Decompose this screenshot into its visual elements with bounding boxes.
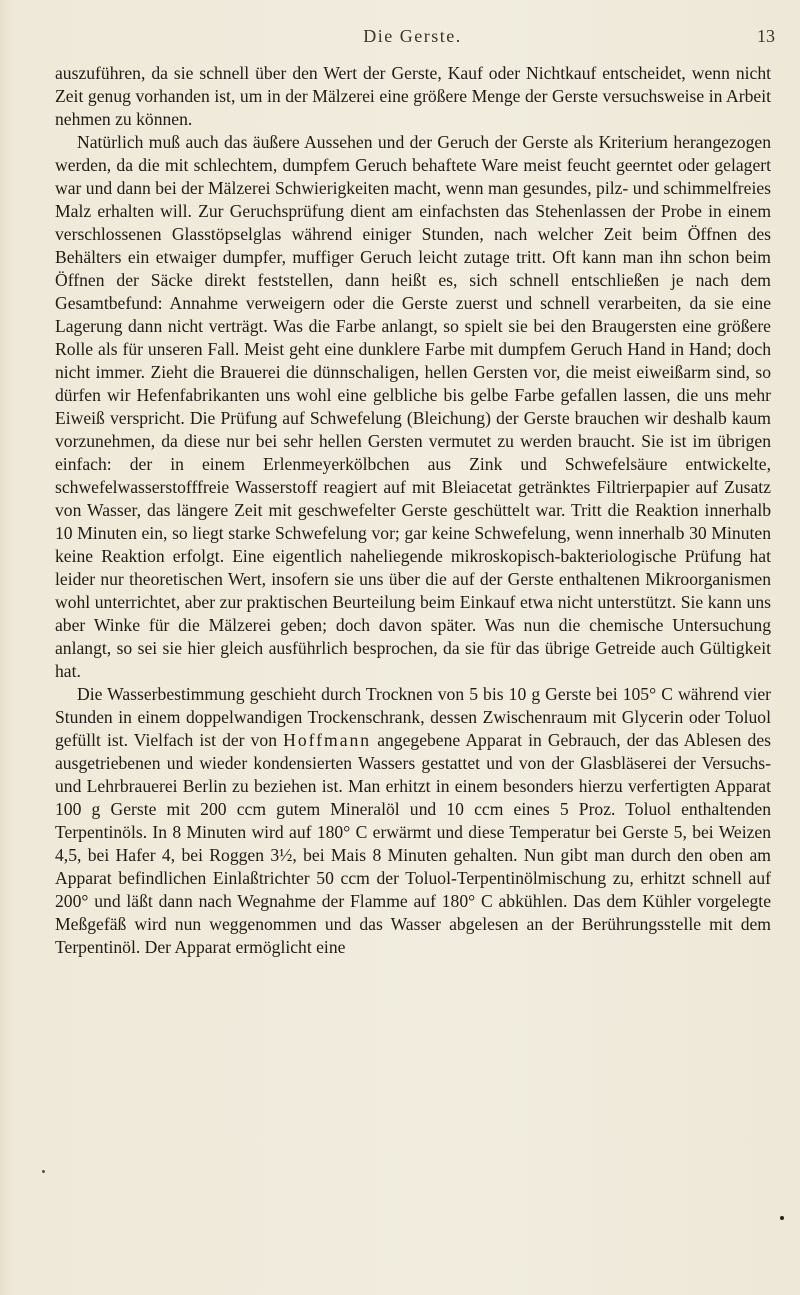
paragraph-water-determination bbox=[55, 683, 771, 959]
page-number: 13 bbox=[757, 26, 775, 46]
author-name-spaced: Hoffmann bbox=[283, 730, 372, 750]
paragraph-text-before-name: Die Wasserbestimmung geschieht durch Trocknen von 5 bis 10 g Gerste bei 105° C während vier Stunden in einem doppelwandigen Trockenschrank, dessen Zwischenraum mit Glycerin oder Toluol gefüllt ist. Vielfach ist der von bbox=[55, 684, 771, 750]
body-text bbox=[55, 62, 771, 959]
running-title: Die Gerste. bbox=[363, 26, 462, 46]
paragraph-smell-color-testing: Natürlich muß auch das äußere Aussehen und der Geruch der Gerste als Kriterium herangezogen werden, da die mit schlechtem, dumpfem Geruch behaftete Ware meist feucht geerntet oder gelagert war und dann bei der Mälzerei Schwierigkeiten macht, wenn man gesundes, pilz- und schimmelfreies Malz erhalten will. Zur Geruchsprüfung dient am einfachsten das Stehenlassen der Probe in einem verschlossenen Glasstöpselglas während einiger Stunden, nach welcher Zeit beim Öffnen des Behälters ein etwaiger dumpfer, muffiger Geruch leicht zutage tritt. Oft kann man ihn schon beim Öffnen der Säcke direkt feststellen, dann heißt es, sich schnell entschließen je nach dem Gesamtbefund: Annahme verweigern oder die Gerste zuerst und schnell verarbeiten, da sie eine Lagerung dann nicht verträgt. Was die Farbe anlangt, so spielt sie bei den Braugersten eine größere Rolle als für unseren Fall. Meist geht eine dunklere Farbe mit dumpfem Geruch Hand in Hand; doch nicht immer. Zieht die Brauerei die dünnschaligen, hellen Gersten vor, die meist eiweißarm sind, so dürfen wir Hefenfabrikanten uns wohl eine gelbliche bis gelbe Farbe gefallen lassen, die uns mehr Eiweiß verspricht. Die Prüfung auf Schwefelung (Bleichung) der Gerste brauchen wir deshalb kaum vorzunehmen, da diese nur bei sehr hellen Gersten vermutet zu werden braucht. Sie ist im übrigen einfach: der in einem Erlenmeyerkölbchen aus Zink und Schwefelsäure entwickelte, schwefelwasserstofffreie Wasserstoff reagiert auf mit Bleiacetat getränktes Filtrierpapier auf Zusatz von Wasser, das längere Zeit mit geschwefelter Gerste geschüttelt war. Tritt die Reaktion innerhalb 10 Minuten ein, so liegt starke Schwefelung vor; gar keine Schwefelung, wenn innerhalb 30 Minuten keine Reaktion erfolgt. Eine eigentlich naheliegende mikroskopisch-bakteriologische Prüfung hat leider nur theoretischen Wert, insofern sie uns über die auf der Gerste enthaltenen Mikroorganismen wohl unterrichtet, aber zur praktischen Beurteilung beim Einkauf etwa nicht unterstützt. Sie kann uns aber Winke für die Mälzerei geben; doch davon später. Was nun die chemische Untersuchung anlangt, so sei sie hier gleich ausführlich besprochen, da sie für das übrige Getreide auch Gültigkeit hat. bbox=[55, 132, 771, 681]
margin-dot bbox=[780, 1216, 784, 1220]
margin-mark bbox=[42, 1170, 45, 1173]
running-head bbox=[50, 26, 775, 52]
paragraph-continuation: auszuführen, da sie schnell über den Wert der Gerste, Kauf oder Nichtkauf entscheidet, wenn nicht Zeit genug vorhanden ist, um in der Mälzerei eine größere Menge der Gerste versuchsweise in Arbeit nehmen zu können. bbox=[55, 63, 771, 129]
paragraph-text-after-name: angegebene Apparat in Gebrauch, der das Ablesen des ausgetriebenen und wieder kondensierten Wassers gestattet und von der Glasbläserei der Versuchs- und Lehrbrauerei Berlin zu beziehen ist. Man erhitzt in einem besonders hierzu verfertigten Apparat 100 g Gerste mit 200 ccm gutem Mineralöl und 10 ccm eines 5 Proz. Toluol enthaltenden Terpentinöls. In 8 Minuten wird auf 180° C erwärmt und diese Temperatur bei Gerste 5, bei Weizen 4,5, bei Hafer 4, bei Roggen 3½, bei Mais 8 Minuten gehalten. Nun gibt man durch den oben am Apparat befindlichen Einlaßtrichter 50 ccm der Toluol-Terpentinölmischung zu, erhitzt schnell auf 200° und läßt dann nach Wegnahme der Flamme auf 180° C abkühlen. Das dem Kühler vorgelegte Meßgefäß wird nun weggenommen und das Wasser abgelesen an der Berührungsstelle mit dem Terpentinöl. Der Apparat ermöglicht eine bbox=[55, 730, 771, 957]
